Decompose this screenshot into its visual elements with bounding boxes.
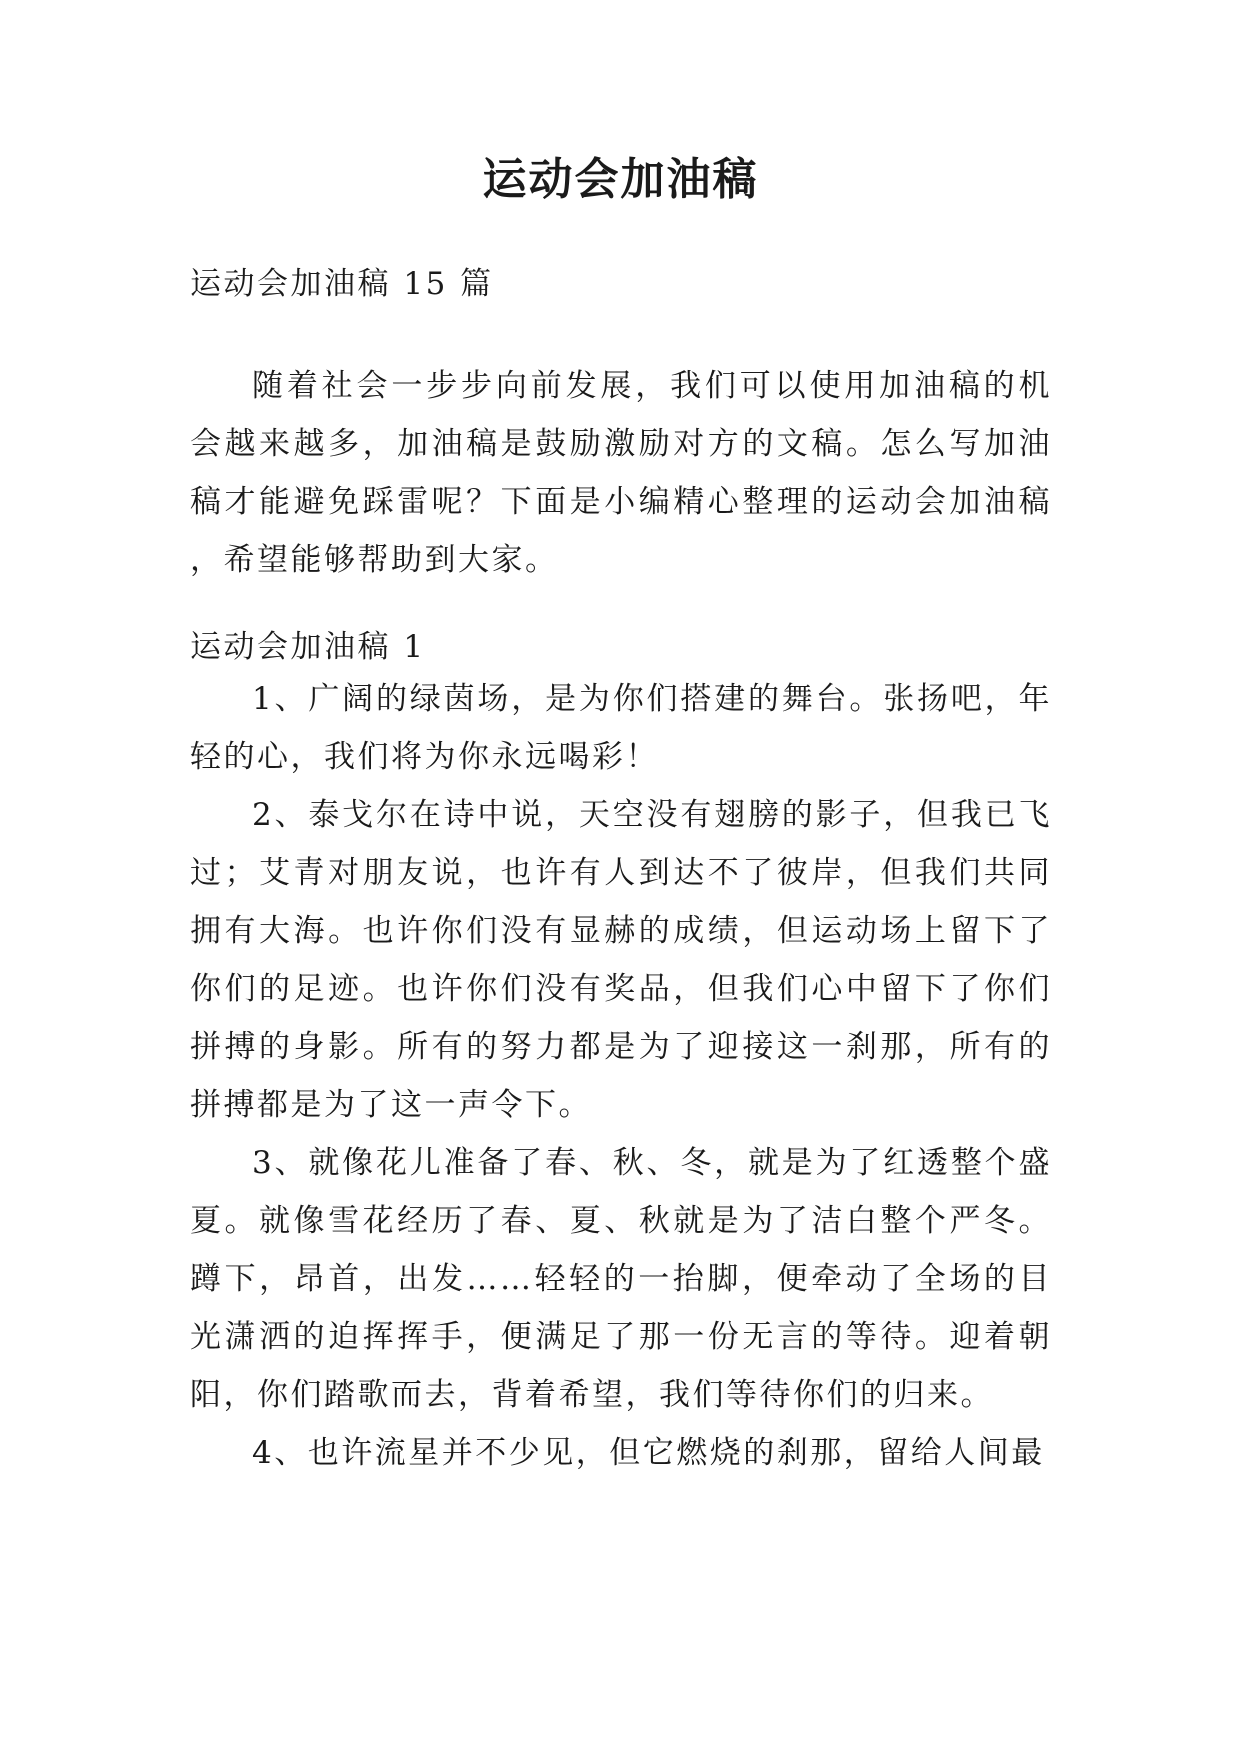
- paragraph-2: 2、泰戈尔在诗中说，天空没有翅膀的影子，但我已飞过；艾青对朋友说，也许有人到达不了彼岸，但我们共同拥有大海。也许你们没有显赫的成绩，但运动场上留下了你们的足迹。也许你们没有奖品，但我们心中留下了你们拼搏的身影。所有的努力都是为了迎接这一刹那，所有的拼搏都是为了这一声令下。: [190, 797, 1052, 1123]
- intro-paragraph: 随着社会一步步向前发展，我们可以使用加油稿的机会越来越多，加油稿是鼓励激励对方的文稿。怎么写加油稿才能避免踩雷呢？下面是小编精心整理的运动会加油稿 ，希望能够帮助到大家。: [190, 368, 1052, 578]
- paragraph-4: 4、也许流星并不少见，但它燃烧的刹那，留给人间最: [252, 1435, 1045, 1471]
- paragraph-1: 1、广阔的绿茵场，是为你们搭建的舞台。张扬吧，年轻的心，我们将为你永远喝彩！: [190, 681, 1052, 775]
- section-heading: 运动会加油稿 1: [190, 629, 426, 665]
- paragraph-3: 3、就像花儿准备了春、秋、冬，就是为了红透整个盛夏。就像雪花经历了春、夏、秋就是为了洁白整个严冬。蹲下，昂首，出发……轻轻的一抬脚，便牵动了全场的目光潇洒的迫挥挥手，便满足了那一份无言的等待。迎着朝阳，你们踏歌而去，背着希望，我们等待你们的归来。: [190, 1145, 1052, 1413]
- document-title: 运动会加油稿: [482, 154, 759, 205]
- section-body: [190, 670, 1052, 1482]
- document-subtitle: 运动会加油稿 15 篇: [190, 266, 494, 302]
